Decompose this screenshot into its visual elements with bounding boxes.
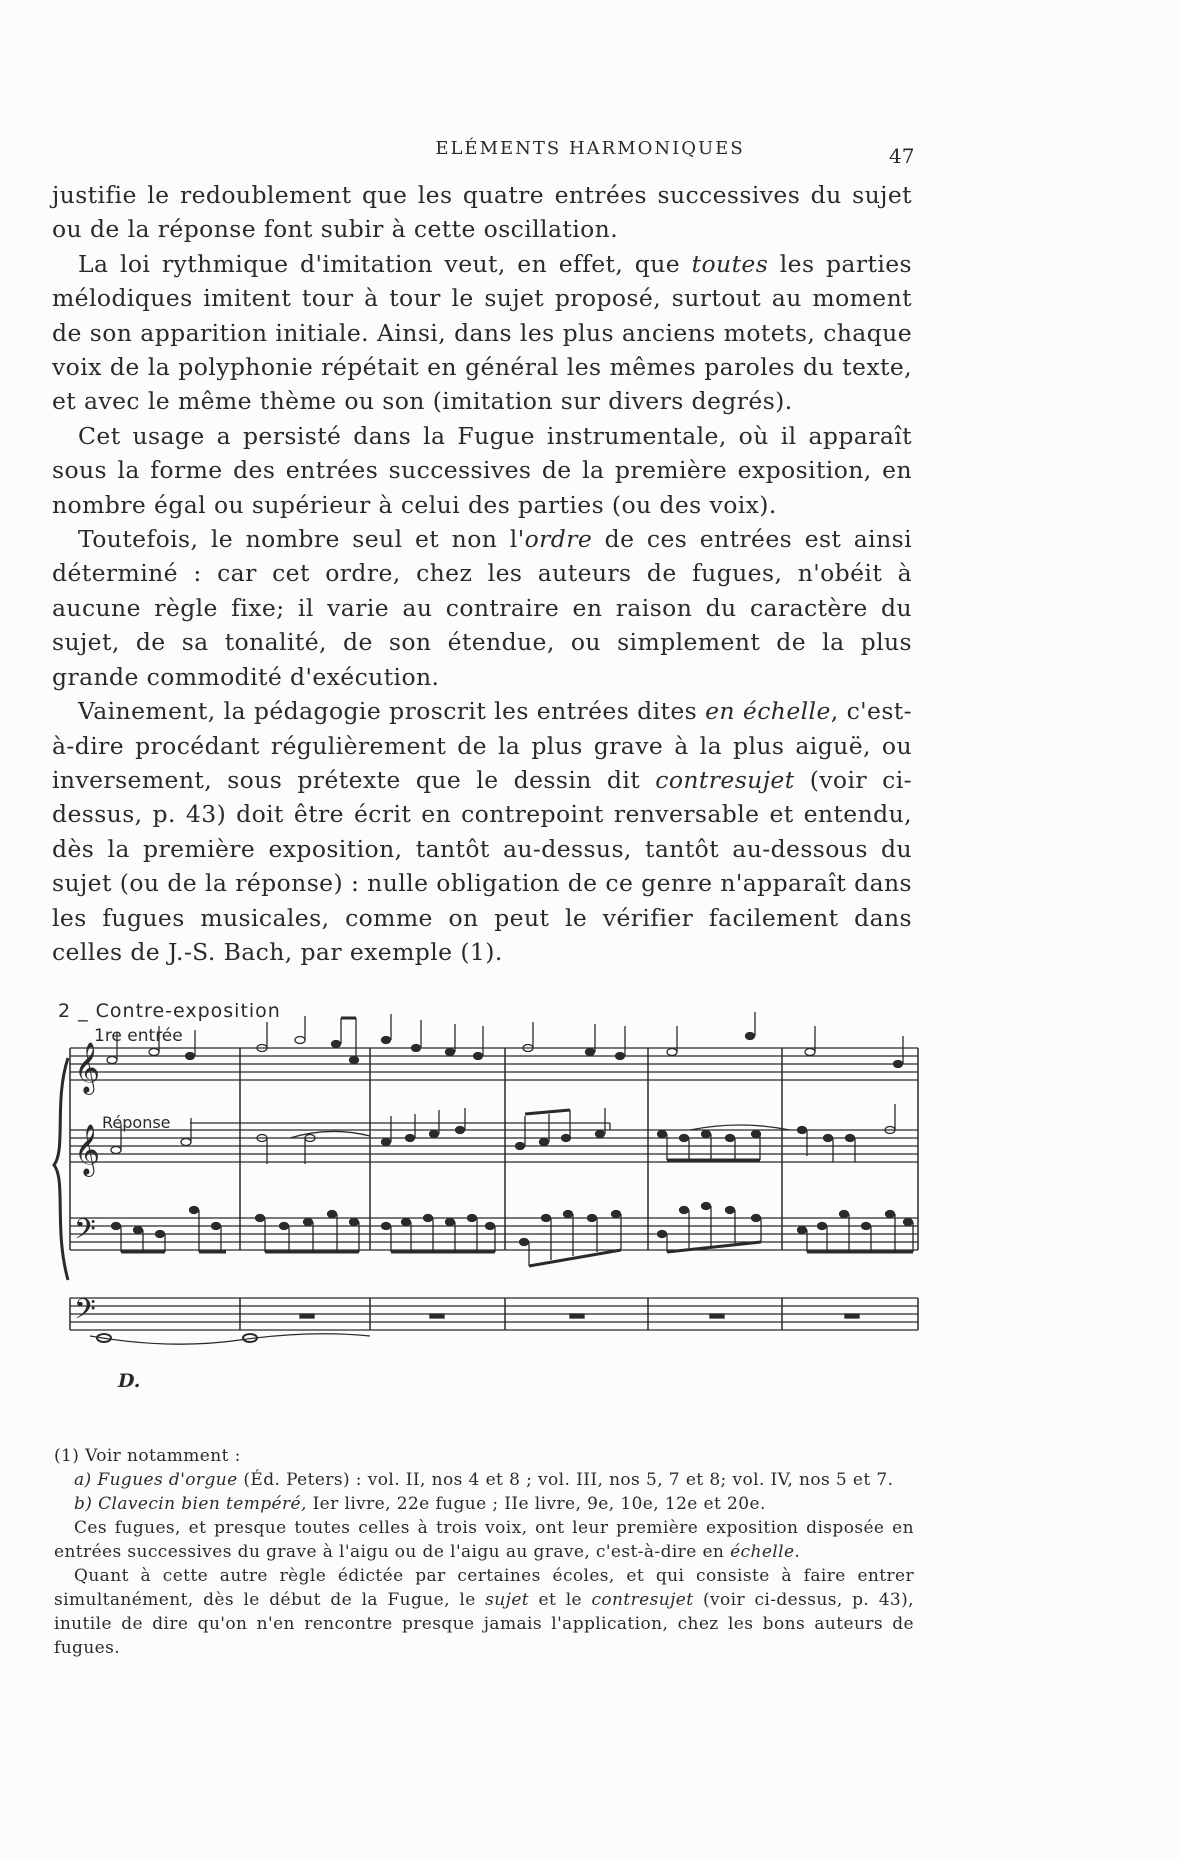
page-number: 47 [889,144,915,168]
text-run: , c'est-à-dire procédant régulièrement de la plus grave à la plus aiguë, ou inversement, sous prétexte que le dessin dit [52,697,912,794]
text-run: et le [529,1590,592,1610]
footnote-a-title: a) Fugues d'orgue [74,1470,238,1490]
text-run: (voir ci-dessus, p. 43) doit être écrit en contrepoint renversable et entendu, dès la première exposition, tantôt au-dessus, tantôt au-dessous du sujet (ou de la réponse) : nulle obligation de ce genre n'apparaît dans les fugues musicales, comme on peut le vérifier facilement dans celles de J.-S. Bach, par exemple (1). [52,765,912,966]
paragraph-3: Cet usage a persisté dans la Fugue instrumentale, où il apparaît sous la forme des entrées successives de la première exposition, en nombre égal ou supérieur à celui des parties (ou des voix). [52,421,912,519]
entry-label: 1re entrée [94,1026,183,1046]
response-label: Réponse [102,1113,171,1132]
bass-clef-icon: 𝄢 [74,1293,96,1333]
emphasis-echelle: échelle [730,1542,795,1562]
footnote-b-title: b) Clavecin bien tempéré, [74,1494,307,1514]
notes-staff-4 [97,1314,859,1342]
staff-3 [70,1218,918,1250]
emphasis-sujet: sujet [485,1590,530,1610]
emphasis-toutes: toutes [691,249,769,278]
emphasis-ordre: ordre [524,525,593,554]
text-run: Quant à cette autre règle édictée par certaines écoles, et qui consiste à faire entrer simultanément, dès le début de la Fugue, le [54,1566,914,1610]
text-run: les parties mélodiques imitent tour à tour le sujet proposé, surtout au moment de son apparition initiale. Ainsi, dans les plus anciens motets, chaque voix de la polyphonie répétait en général les mêmes paroles du texte, et avec le même thème ou son (imitation sur divers degrés). [52,249,912,416]
music-score [50,990,930,1400]
text-run: . [794,1542,801,1562]
staff-1 [70,1048,918,1080]
footnotes [54,1444,914,1660]
paragraph-2 [52,247,912,419]
text-run: (voir ci-dessus, p. 43), inutile de dire qu'on n'en rencontre presque jamais l'application, chez les bons auteurs de fugues. [54,1590,914,1658]
system-brace [54,1058,68,1280]
treble-clef-icon: 𝄞 [74,1124,101,1175]
score-title: 2 _ Contre-exposition [58,1000,281,1022]
text-run: Vainement, la pédagogie proscrit les entrées dites [78,697,706,726]
pedal-label: D. [118,1370,141,1392]
body-text [52,178,912,969]
running-head: ELÉMENTS HARMONIQUES [435,138,745,159]
paragraph-4 [52,522,912,694]
footnote-para-2 [54,1564,914,1660]
paragraph-1: justifie le redoublement que les quatre entrées successives du sujet ou de la réponse font subir à cette oscillation. [52,181,912,244]
text-run: Ier livre, 22e fugue ; IIe livre, 9e, 10e, 12e et 20e. [306,1494,766,1514]
bar-lines [70,1048,918,1330]
footnote-b [54,1492,914,1516]
footnote-intro: (1) Voir notamment : [54,1446,241,1466]
text-run: Toutefois, le nombre seul et non l' [78,525,525,554]
text-run: (Éd. Peters) : vol. II, nos 4 et 8 ; vol. III, nos 5, 7 et 8; vol. IV, nos 5 et 7. [237,1470,894,1490]
bass-clef-icon: 𝄢 [74,1213,96,1253]
staff-2 [70,1130,918,1162]
notes-staff-2 [111,1104,895,1164]
footnote-a [54,1468,914,1492]
staff-4 [70,1298,918,1330]
paragraph-5 [52,694,912,969]
text-run: de ces entrées est ainsi déterminé : car cet ordre, chez les auteurs de fugues, n'obéit à aucune règle fixe; il varie au contraire en raison du caractère du sujet, de sa tonalité, de son étendue, ou simplement de la plus grande commodité d'exécution. [52,525,912,691]
text-run: Ces fugues, et presque toutes celles à trois voix, ont leur première exposition disposée en entrées successives du grave à l'aigu ou de l'aigu au grave, c'est-à-dire en [54,1518,914,1562]
emphasis-contresujet: contresujet [655,765,795,794]
emphasis-en-echelle: en échelle [705,697,831,726]
footnote-para-1 [54,1516,914,1564]
treble-clef-icon: 𝄞 [74,1042,101,1093]
text-run: La loi rythmique d'imitation veut, en effet, que [78,249,692,278]
emphasis-contresujet: contresujet [591,1590,694,1610]
